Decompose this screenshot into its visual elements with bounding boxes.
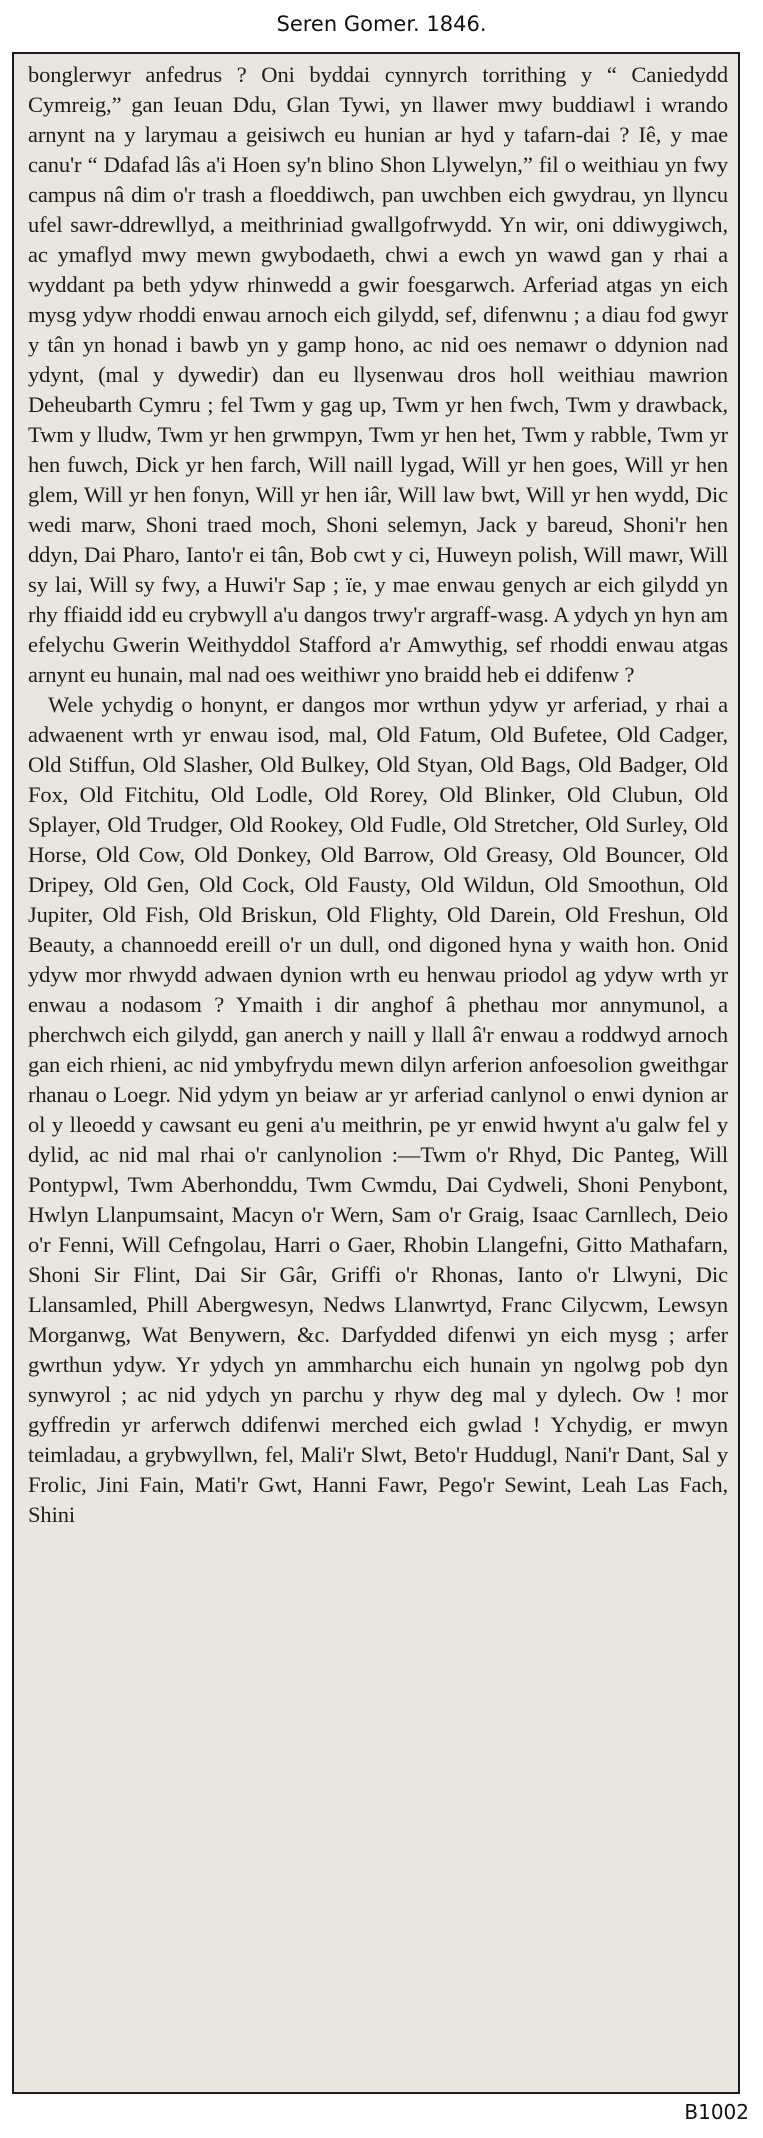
article-body (28, 60, 728, 1530)
source-title: Seren Gomer. 1846. (276, 12, 487, 36)
page-code: B1002 (684, 2100, 749, 2124)
article-paragraph-2: Wele ychydig o honynt, er dangos mor wrthun ydyw yr arferiad, y rhai a adwaenent wrth yr enwau isod, mal, Old Fatum, Old Bufetee, Old Cadger, Old Stiffun, Old Slasher, Old Bulkey, Old Styan, Old Bags, Old Badger, Old Fox, Old Fitchitu, Old Lodle, Old Rorey, Old Blinker, Old Clubun, Old Splayer, Old Trudger, Old Rookey, Old Fudle, Old Stretcher, Old Surley, Old Horse, Old Cow, Old Donkey, Old Barrow, Old Greasy, Old Bouncer, Old Dripey, Old Gen, Old Cock, Old Fausty, Old Wildun, Old Smoothun, Old Jupiter, Old Fish, Old Briskun, Old Flighty, Old Darein, Old Freshun, Old Beauty, a channoedd ereill o'r un dull, ond digoned hyna y waith hon. Onid ydyw mor rhwydd adwaen dynion wrth eu henwau priodol ag ydyw wrth yr enwau a nodasom ? Ymaith i dir anghof â phethau mor annymunol, a pherchwch eich gilydd, gan anerch y naill y llall â'r enwau a roddwyd arnoch gan eich rhieni, ac nid ymbyfrydu mewn dilyn arferion anfoesolion gweithgar rhanau o Loegr. Nid ydym yn beiaw ar yr arferiad canlynol o enwi dynion ar ol y lleoedd y cawsant eu geni a'u meithrin, pe yr enwid hwynt a'u galw fel y dylid, ac nid mal rhai o'r canlynolion :—Twm o'r Rhyd, Dic Panteg, Will Pontypwl, Twm Aberhonddu, Twm Cwmdu, Dai Cydweli, Shoni Penybont, Hwlyn Llanpumsaint, Macyn o'r Wern, Sam o'r Graig, Isaac Carnllech, Deio o'r Fenni, Will Cefngolau, Harri o Gaer, Rhobin Llangefni, Gitto Mathafarn, Shoni Sir Flint, Dai Sir Gâr, Griffi o'r Rhonas, Ianto o'r Llwyni, Dic Llansamled, Phill Abergwesyn, Nedws Llanwrtyd, Franc Cilycwm, Lewsyn Morganwg, Wat Benywern, &c. Darfydded difenwi yn eich mysg ; arfer gwrthun ydyw. Yr ydych yn ammharchu eich hunain yn ngolwg pob dyn synwyrol ; ac nid ydych yn parchu y rhyw deg mal y dylech. Ow ! mor gyffredin yr arferwch ddifenwi merched eich gwlad ! Ychydig, er mwyn teimladau, a grybwyllwn, fel, Mali'r Slwt, Beto'r Huddugl, Nani'r Dant, Sal y Frolic, Jini Fain, Mati'r Gwt, Hanni Fawr, Pego'r Sewint, Leah Las Fach, Shini (28, 692, 728, 1527)
article-paragraph-1: bonglerwyr anfedrus ? Oni byddai cynnyrch torrithing y “ Caniedydd Cymreig,” gan Ieuan Ddu, Glan Tywi, yn llawer mwy buddiawl i wrando arnynt na y larymau a geisiwch eu hunian ar hyd y tafarn-dai ? Iê, y mae canu'r “ Ddafad lâs a'i Hoen sy'n blino Shon Llywelyn,” fil o weithiau yn fwy campus nâ dim o'r trash a floeddiwch, pan uwchben eich gwydrau, yn llyncu ufel sawr-ddrewllyd, a meithriniad gwallgofrwydd. Yn wir, oni ddiwygiwch, ac ymaflyd mwy mewn gwybodaeth, chwi a ewch yn wawd gan y rhai a wyddant pa beth ydyw rhinwedd a gwir foesgarwch. Arferiad atgas yn eich mysg ydyw rhoddi enwau arnoch eich gilydd, sef, difenwnu ; a diau fod gwyr y tân yn honad i bawb yn y gamp hono, ac nid oes nemawr o ddynion nad ydynt, (mal y dywedir) dan eu llysenwau dros holl weithiau mawrion Deheubarth Cymru ; fel Twm y gag up, Twm yr hen fwch, Twm y drawback, Twm y lludw, Twm yr hen grwmpyn, Twm yr hen het, Twm y rabble, Twm yr hen fuwch, Dick yr hen farch, Will naill lygad, Will yr hen goes, Will yr hen glem, Will yr hen fonyn, Will yr hen iâr, Will law bwt, Will yr hen wydd, Dic wedi marw, Shoni traed moch, Shoni selemyn, Jack y bareud, Shoni'r hen ddyn, Dai Pharo, Ianto'r ei tân, Bob cwt y ci, Huweyn polish, Will mawr, Will sy lai, Will sy fwy, a Huwi'r Sap ; ïe, y mae enwau genych ar eich gilydd yn rhy ffiaidd idd eu crybwyll a'u dangos trwy'r argraff-wasg. A ydych yn hyn am efelychu Gwerin Weithyddol Stafford a'r Amwythig, sef rhoddi enwau atgas arnynt eu hunain, mal nad oes weithiwr yno braidd heb ei ddifenw ? (28, 62, 728, 687)
newspaper-clipping (12, 52, 740, 2094)
